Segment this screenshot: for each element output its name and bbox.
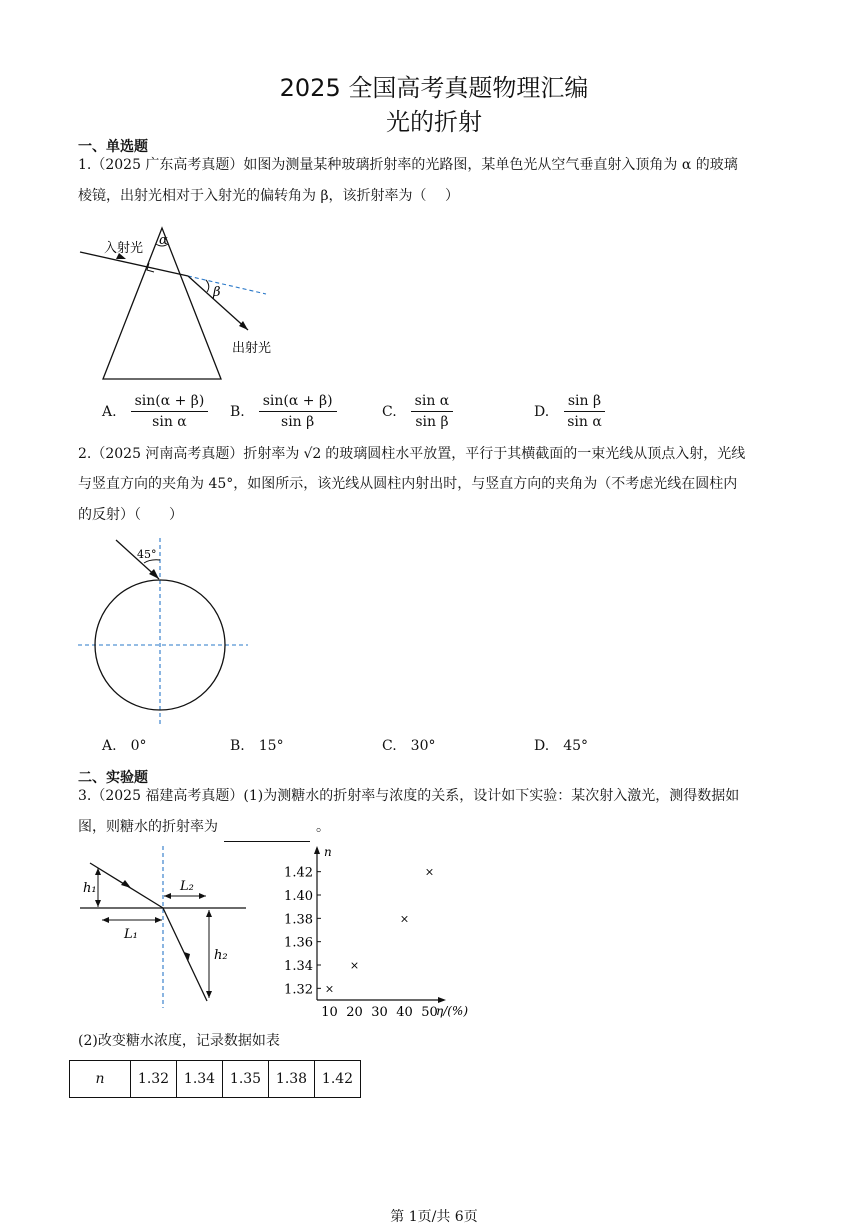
q2-line1: 2.（2025 河南高考真题）折射率为 √2 的玻璃圆柱水平放置，平行于其横截面的一束光线从顶点入射，光线	[78, 446, 746, 462]
l2-label: L₂	[180, 879, 194, 894]
y-tick-label: 1.34	[284, 959, 313, 974]
alpha-label: α	[159, 233, 168, 248]
table-cell: 1.38	[269, 1061, 315, 1098]
y-axis-arrow-icon	[314, 846, 320, 854]
q1-option-b[interactable]: B. $\frac{\sin(\alpha + \beta)}{\text{sin β}}$	[230, 393, 337, 430]
table-header-cell: n	[70, 1061, 131, 1098]
page-subtitle: 光的折射	[386, 108, 482, 136]
n-vs-concentration-chart	[270, 842, 480, 1022]
x-tick-label: 30	[371, 1005, 388, 1020]
y-tick-label: 1.36	[284, 935, 313, 951]
q2-option-c[interactable]: C. 30°	[382, 738, 436, 754]
q1-option-d[interactable]: D. $\frac{\text{sin β}}{\text{sin α}}$	[534, 393, 606, 430]
x-tick-label: 10	[321, 1005, 338, 1020]
table-cell: 1.35	[223, 1061, 269, 1098]
h2-label: h₂	[214, 948, 228, 963]
y-axis-label: n	[324, 845, 332, 859]
angle-label: 45°	[137, 548, 157, 561]
y-tick-label: 1.38	[284, 912, 313, 928]
fraction: $\frac{\sin(\alpha + \beta)}{\text{sin β}}$	[259, 393, 337, 430]
y-tick-label: 1.32	[284, 982, 313, 998]
page-footer: 第 1页/共 6页	[390, 1209, 478, 1225]
fraction: $\frac{\text{sin β}}{\text{sin α}}$	[563, 393, 606, 430]
h1-label: h₁	[83, 881, 97, 896]
y-tick-label: 1.42	[284, 865, 313, 881]
table-cell: 1.32	[131, 1061, 177, 1098]
data-point: ×	[424, 865, 435, 879]
q3-line2: 图，则糖水的折射率为 。	[78, 812, 330, 842]
table-cell: 1.42	[315, 1061, 361, 1098]
q1-line2: 棱镜，出射光相对于入射光的偏转角为 β，该折射率为（ ）	[78, 188, 459, 204]
incident-label: 入射光	[104, 241, 144, 256]
refraction-diagram	[76, 846, 252, 1010]
table-row	[70, 1061, 361, 1098]
x-tick-label: 40	[396, 1005, 413, 1020]
x-tick-label: 20	[346, 1005, 363, 1020]
exit-label: 出射光	[232, 341, 272, 356]
fraction: $\frac{\text{sin α}}{\text{sin β}}$	[411, 393, 454, 430]
q3-line1: 3.（2025 福建高考真题）(1)为测糖水的折射率与浓度的关系，设计如下实验：某次射入激光，测得数据如	[78, 788, 740, 804]
q1-line1: 1.（2025 广东高考真题）如图为测量某种玻璃折射率的光路图，某单色光从空气垂直射入顶角为 α 的玻璃	[78, 157, 738, 173]
x-axis-arrow-icon	[438, 997, 446, 1003]
data-point: ×	[324, 982, 335, 996]
sqrt-two: √2	[303, 446, 322, 462]
incident-arrow-icon	[121, 880, 131, 888]
page-title: 2025 全国高考真题物理汇编	[279, 74, 589, 102]
beta-arc	[206, 280, 209, 292]
q2-option-b[interactable]: B. 15°	[230, 738, 284, 754]
x-tick-label: 50	[421, 1005, 438, 1020]
q2-option-a[interactable]: A. 0°	[102, 738, 147, 754]
q2-line2: 与竖直方向的夹角为 45°，如图所示，该光线从圆柱内射出时，与竖直方向的夹角为（不考虑光线在圆柱内	[78, 476, 738, 492]
x-axis-label: η/(%)	[436, 1004, 468, 1018]
data-point: ×	[349, 959, 360, 972]
q2-line3: 的反射）（ ）	[78, 507, 183, 523]
l1-label: L₁	[124, 927, 138, 942]
q3-part2: (2)改变糖水浓度，记录数据如表	[78, 1033, 280, 1049]
section-heading-experiment: 二、实验题	[78, 770, 148, 786]
beta-label: β	[213, 285, 221, 300]
data-point: ×	[399, 912, 410, 926]
data-table	[69, 1060, 361, 1098]
refracted-arrow-icon	[184, 952, 190, 962]
q1-option-c[interactable]: C. $\frac{\text{sin α}}{\text{sin β}}$	[382, 393, 453, 430]
dashed-extension	[188, 276, 266, 294]
prism-diagram	[76, 222, 286, 387]
fraction: $\frac{\sin(\alpha + \beta)}{\text{sin α}}$	[131, 393, 209, 430]
y-tick-label: 1.40	[284, 889, 313, 904]
cylinder-diagram	[76, 536, 256, 726]
section-heading-single-choice: 一、单选题	[78, 139, 148, 155]
q1-option-a[interactable]: A. $\frac{\sin(\alpha + \beta)}{\text{sin α}}$	[102, 393, 208, 430]
table-cell: 1.34	[177, 1061, 223, 1098]
q2-option-d[interactable]: D. 45°	[534, 738, 589, 754]
answer-blank[interactable]	[224, 825, 310, 842]
